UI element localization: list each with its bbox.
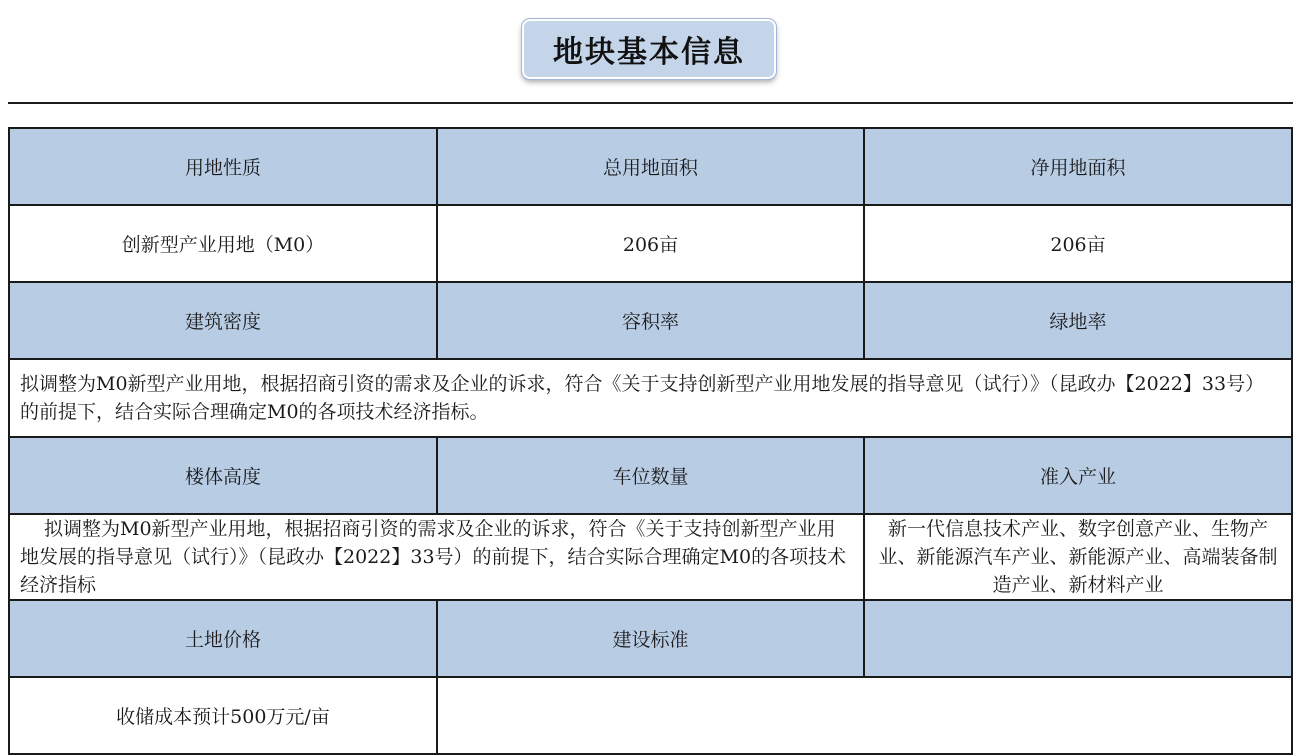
table-row (9, 514, 1292, 600)
value-land-use: 创新型产业用地（M0） (9, 205, 437, 282)
header-plot-ratio: 容积率 (437, 282, 864, 359)
permitted-industries-list: 新一代信息技术产业、数字创意产业、生物产业、新能源汽车产业、新能源产业、高端装备制造产业、新材料产业 (864, 514, 1292, 600)
header-land-price: 土地价格 (9, 600, 437, 677)
land-info-table (8, 127, 1293, 755)
page-title: 地块基本信息 (553, 35, 745, 70)
header-green-ratio: 绿地率 (864, 282, 1292, 359)
table-row (9, 205, 1292, 282)
header-total-area: 总用地面积 (437, 128, 864, 205)
table-row (9, 437, 1292, 514)
header-building-height: 楼体高度 (9, 437, 437, 514)
value-construction-standard (437, 677, 1292, 754)
value-land-price: 收储成本预计500万元/亩 (9, 677, 437, 754)
header-empty (864, 600, 1292, 677)
title-banner (522, 19, 776, 79)
note-indicators: 拟调整为M0新型产业用地，根据招商引资的需求及企业的诉求，符合《关于支持创新型产业用地发展的指导意见（试行）》（昆政办【2022】33号）的前提下，结合实际合理确定M0的各项技术经济指标。 (9, 359, 1292, 437)
table-row (9, 128, 1292, 205)
table-row (9, 600, 1292, 677)
header-construction-standard: 建设标准 (437, 600, 864, 677)
header-permitted-industries: 准入产业 (864, 437, 1292, 514)
height-parking-description (9, 514, 864, 600)
header-net-area: 净用地面积 (864, 128, 1292, 205)
table-row (9, 282, 1292, 359)
table-row (9, 677, 1292, 754)
header-parking-count: 车位数量 (437, 437, 864, 514)
value-net-area: 206亩 (864, 205, 1292, 282)
divider (8, 102, 1293, 104)
header-land-use: 用地性质 (9, 128, 437, 205)
height-parking-text: 拟调整为M0新型产业用地，根据招商引资的需求及企业的诉求，符合《关于支持创新型产业用地发展的指导意见（试行）》（昆政办【2022】33号）的前提下，结合实际合理确定M0的各项技术经济指标 (20, 518, 847, 596)
table-row (9, 359, 1292, 437)
header-building-density: 建筑密度 (9, 282, 437, 359)
value-total-area: 206亩 (437, 205, 864, 282)
